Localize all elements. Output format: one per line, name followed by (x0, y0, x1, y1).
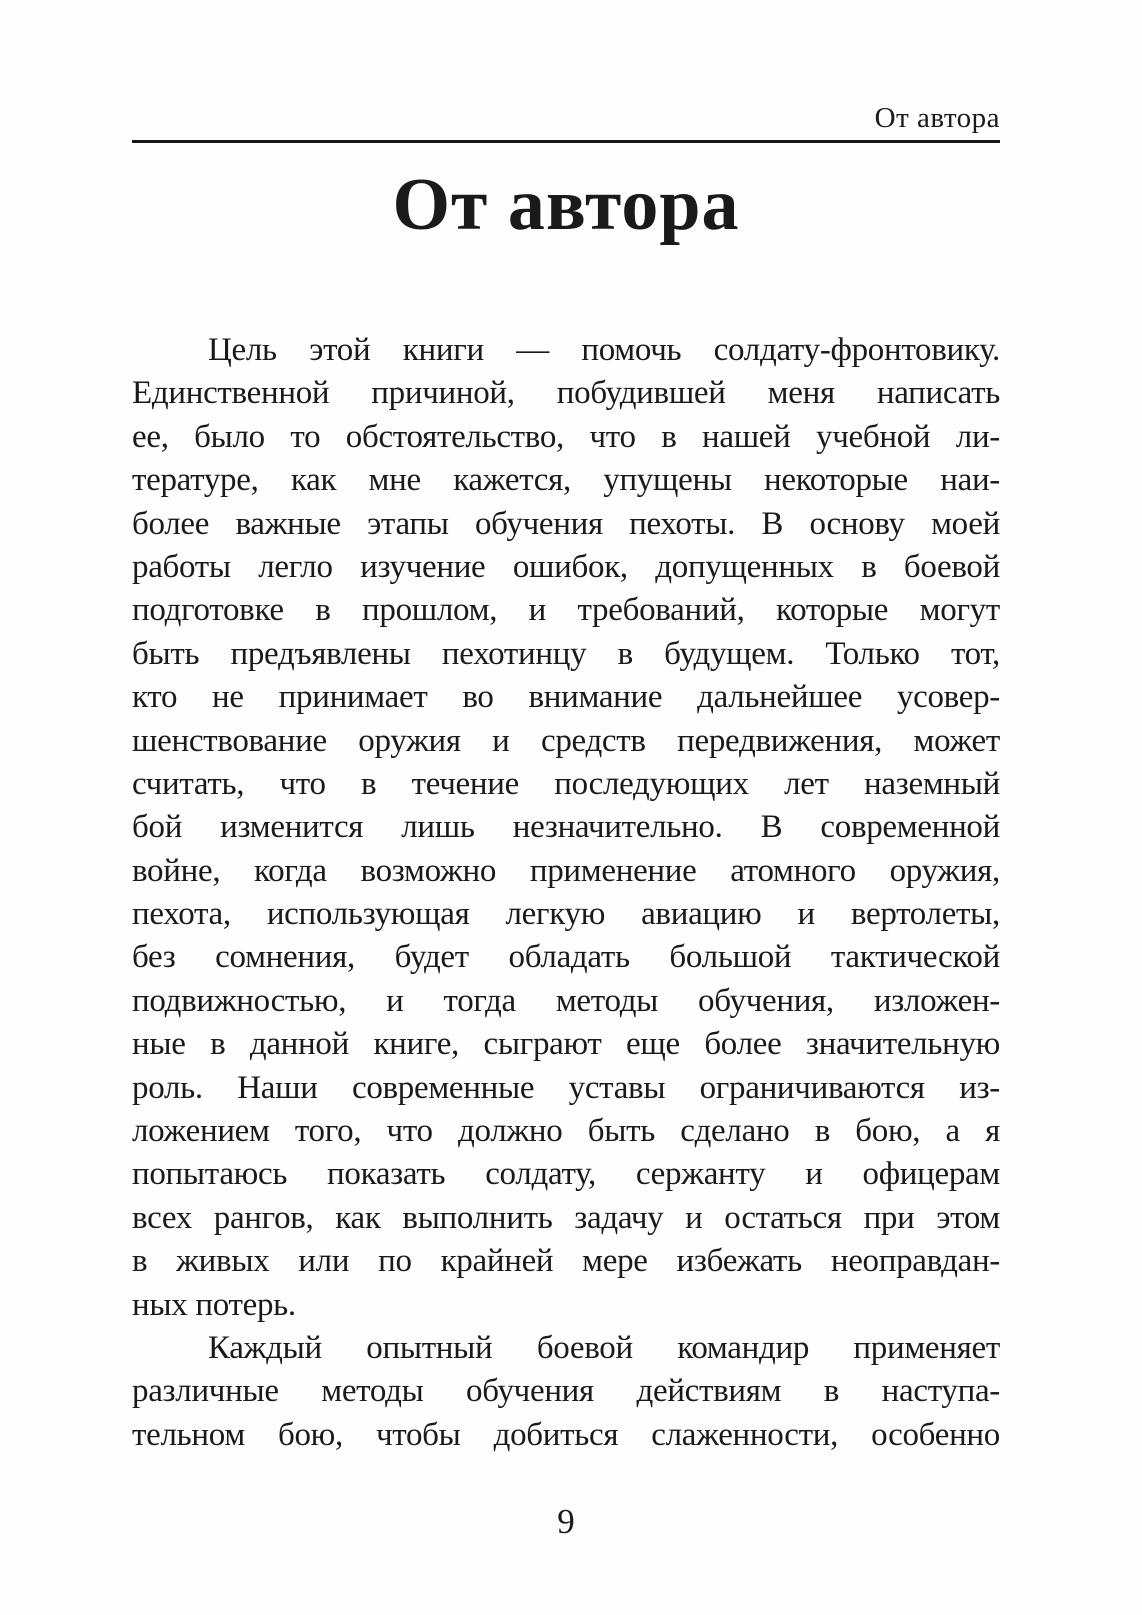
text-line: тературе, как мне кажется, упущены некоторые наи- (132, 462, 1000, 499)
text-line: различные методы обучения действиям в наступа- (132, 1373, 1000, 1410)
text-line: ных потерь. (132, 1286, 296, 1323)
running-header-text: От автора (874, 102, 1000, 134)
text-line: считать, что в течение последующих лет наземный (132, 765, 1000, 802)
text-line: Единственной причиной, побудившей меня написать (132, 375, 1000, 412)
text-line: шенствование оружия и средств передвижения, может (132, 722, 1000, 759)
text-line: попытаюсь показать солдату, сержанту и офицерам (132, 1156, 1000, 1193)
body-text (132, 329, 1000, 1457)
text-line: роль. Наши современные уставы ограничиваются из- (132, 1069, 1000, 1106)
text-line: работы легло изучение ошибок, допущенных в боевой (132, 548, 1000, 585)
text-line: ложением того, что должно быть сделано в бою, а я (132, 1113, 1000, 1150)
running-header (132, 100, 1000, 136)
text-line: подвижностью, и тогда методы обучения, изложен- (132, 982, 1000, 1019)
text-line: Каждый опытный боевой командир применяет (208, 1329, 1000, 1366)
text-line: ее, было то обстоятельство, что в нашей учебной ли- (132, 418, 1000, 455)
text-line: войне, когда возможно применение атомного оружия, (132, 852, 1000, 889)
text-line: всех рангов, как выполнить задачу и остаться при этом (132, 1199, 1000, 1236)
text-line: быть предъявлены пехотинцу в будущем. Только тот, (132, 635, 1000, 672)
text-line: бой изменится лишь незначительно. В современной (132, 809, 1000, 846)
text-line: кто не принимает во внимание дальнейшее усовер- (132, 679, 1000, 716)
text-line: ные в данной книге, сыграют еще более значительную (132, 1026, 1000, 1063)
text-line: более важные этапы обучения пехоты. В основу моей (132, 505, 1000, 542)
text-line: тельном бою, чтобы добиться слаженности, особенно (132, 1416, 1000, 1453)
header-rule (132, 140, 1000, 143)
text-line: в живых или по крайней мере избежать неоправдан- (132, 1243, 1000, 1280)
text-line: без сомнения, будет обладать большой тактической (132, 939, 1000, 976)
text-line: подготовке в прошлом, и требований, которые могут (132, 592, 1000, 629)
text-line: Цель этой книги — помочь солдату-фронтовику. (208, 332, 1000, 368)
page-title: От автора (392, 164, 740, 246)
page-number: 9 (557, 1502, 575, 1541)
text-line: пехота, использующая легкую авиацию и вертолеты, (132, 896, 1000, 933)
